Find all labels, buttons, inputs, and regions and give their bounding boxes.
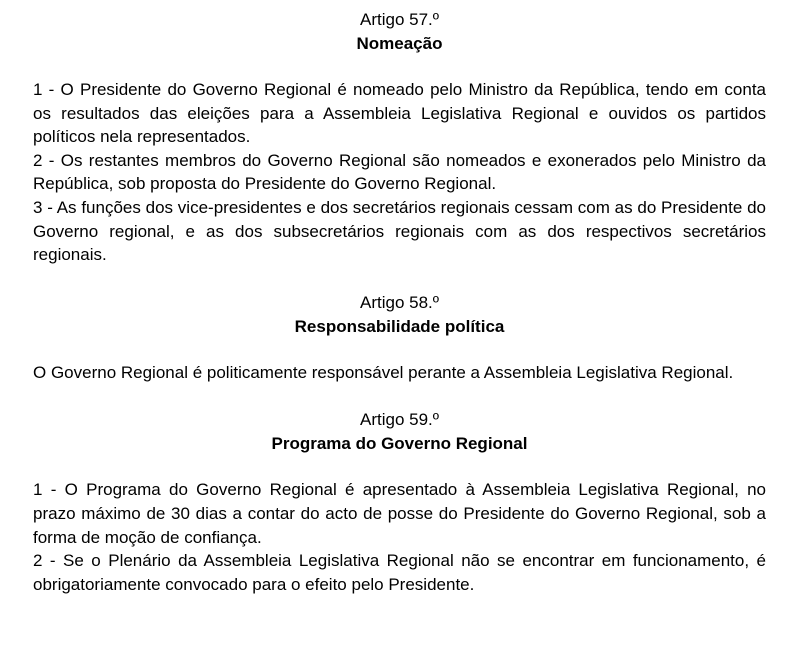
article-paragraph: 2 - Se o Plenário da Assembleia Legislativa Regional não se encontrar em funcionamento, é obrigatoriamente convocado para o efeito pelo Presidente. — [33, 551, 766, 594]
article-number: Artigo 59.º — [360, 410, 439, 430]
article-58 — [33, 291, 766, 385]
article-paragraph: 3 - As funções dos vice-presidentes e dos secretários regionais cessam com as do Presidente do Governo regional, e as dos subsecretários regionais com as dos respectivos secretários regionais. — [33, 197, 766, 265]
article-number: Artigo 58.º — [360, 292, 439, 312]
article-title: Nomeação — [356, 34, 443, 53]
article-title: Responsabilidade política — [294, 316, 505, 336]
article-57 — [33, 8, 766, 267]
article-paragraph: 2 - Os restantes membros do Governo Regional são nomeados e exonerados pelo Ministro da República, sob proposta do Presidente do Governo Regional. — [33, 150, 766, 194]
article-paragraph: 1 - O Programa do Governo Regional é apresentado à Assembleia Legislativa Regional, no prazo máximo de 30 dias a contar do acto de posse do Presidente do Governo Regional, sob a forma de moção de confiança. — [33, 480, 766, 547]
article-title: Programa do Governo Regional — [271, 434, 528, 454]
article-paragraph: 1 - O Presidente do Governo Regional é nomeado pelo Ministro da República, tendo em conta os resultados das eleições para a Assembleia Legislativa Regional e ouvidos os partidos políticos nela representados. — [33, 80, 766, 147]
article-59 — [33, 408, 766, 596]
article-paragraph: O Governo Regional é politicamente responsável perante a Assembleia Legislativa Regional. — [33, 362, 734, 382]
document-page — [33, 8, 766, 596]
article-number: Artigo 57.º — [360, 10, 439, 29]
